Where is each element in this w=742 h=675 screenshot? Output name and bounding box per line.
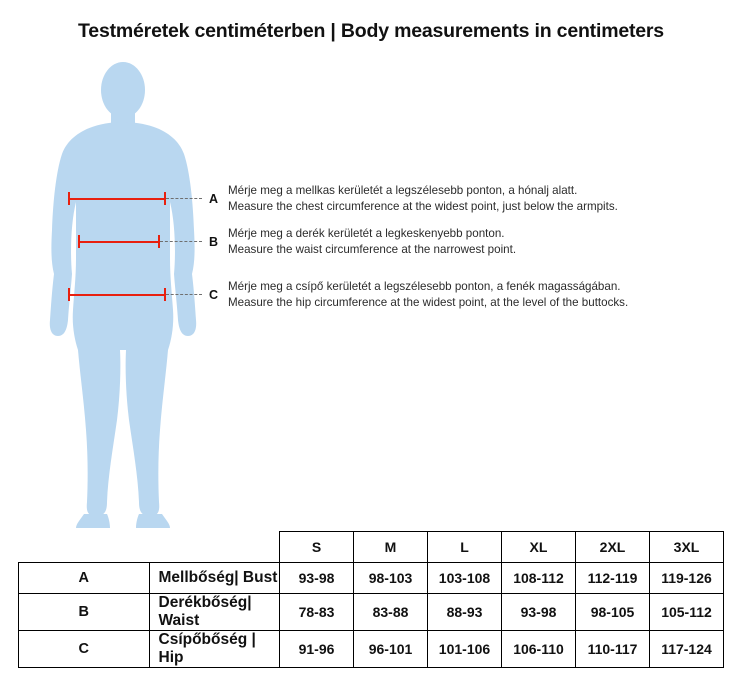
measure-letter-hip: C <box>209 288 219 302</box>
instruction-hip-hu: Mérje meg a csípő kerületét a legszélesebb ponton, a fenék magasságában. <box>228 280 621 293</box>
cell-waist-l: 88-93 <box>428 594 502 631</box>
measure-line-bust <box>68 198 166 200</box>
size-table-wrapper <box>18 531 724 668</box>
measure-cap-bust-left <box>68 192 70 205</box>
measure-letter-waist: B <box>209 235 219 249</box>
cell-waist-3xl: 105-112 <box>650 594 724 631</box>
instruction-hip <box>228 279 628 310</box>
leader-line-bust <box>166 198 202 199</box>
size-header-3xl: 3XL <box>650 532 724 563</box>
measure-cap-hip-left <box>68 288 70 301</box>
table-row <box>19 563 724 594</box>
instruction-bust <box>228 183 618 214</box>
instruction-hip-en: Measure the hip circumference at the widest point, at the level of the buttocks. <box>228 295 629 309</box>
cell-hip-xl: 106-110 <box>502 631 576 668</box>
instruction-waist-hu: Mérje meg a derék kerületét a legkeskenyebb ponton. <box>228 227 505 240</box>
table-corner-letter <box>19 532 150 563</box>
table-header-row <box>19 532 724 563</box>
instruction-waist-en: Measure the waist circumference at the narrowest point. <box>228 242 517 256</box>
cell-waist-m: 83-88 <box>354 594 428 631</box>
size-header-s: S <box>280 532 354 563</box>
cell-waist-2xl: 98-105 <box>576 594 650 631</box>
body-silhouette <box>18 62 228 532</box>
page-title: Testméretek centiméterben | Body measurements in centimeters <box>78 20 664 42</box>
size-table <box>18 531 724 668</box>
row-name-waist: Derékbőség| Waist <box>149 594 280 631</box>
cell-hip-m: 96-101 <box>354 631 428 668</box>
row-letter-waist: B <box>19 594 150 631</box>
table-row <box>19 631 724 668</box>
instruction-bust-en: Measure the chest circumference at the widest point, just below the armpits. <box>228 199 618 213</box>
measure-line-waist <box>78 241 160 243</box>
table-row <box>19 594 724 631</box>
measure-line-hip <box>68 294 166 296</box>
size-header-xl: XL <box>502 532 576 563</box>
cell-waist-s: 78-83 <box>280 594 354 631</box>
cell-bust-s: 93-98 <box>280 563 354 594</box>
cell-bust-xl: 108-112 <box>502 563 576 594</box>
row-letter-bust: A <box>19 563 150 594</box>
leader-line-hip <box>166 294 202 295</box>
cell-bust-m: 98-103 <box>354 563 428 594</box>
measure-letter-bust: A <box>209 192 219 206</box>
cell-hip-3xl: 117-124 <box>650 631 724 668</box>
size-header-l: L <box>428 532 502 563</box>
instruction-waist <box>228 226 516 257</box>
row-name-bust: Mellbőség| Bust <box>149 563 280 594</box>
leader-line-waist <box>160 241 202 242</box>
measure-cap-waist-left <box>78 235 80 248</box>
cell-bust-3xl: 119-126 <box>650 563 724 594</box>
size-header-m: M <box>354 532 428 563</box>
cell-bust-l: 103-108 <box>428 563 502 594</box>
row-letter-hip: C <box>19 631 150 668</box>
cell-bust-2xl: 112-119 <box>576 563 650 594</box>
table-corner-name <box>149 532 280 563</box>
cell-hip-l: 101-106 <box>428 631 502 668</box>
row-name-hip: Csípőbőség | Hip <box>149 631 280 668</box>
cell-hip-2xl: 110-117 <box>576 631 650 668</box>
instruction-bust-hu: Mérje meg a mellkas kerületét a legszélesebb ponton, a hónalj alatt. <box>228 184 578 197</box>
cell-waist-xl: 93-98 <box>502 594 576 631</box>
cell-hip-s: 91-96 <box>280 631 354 668</box>
size-header-2xl: 2XL <box>576 532 650 563</box>
